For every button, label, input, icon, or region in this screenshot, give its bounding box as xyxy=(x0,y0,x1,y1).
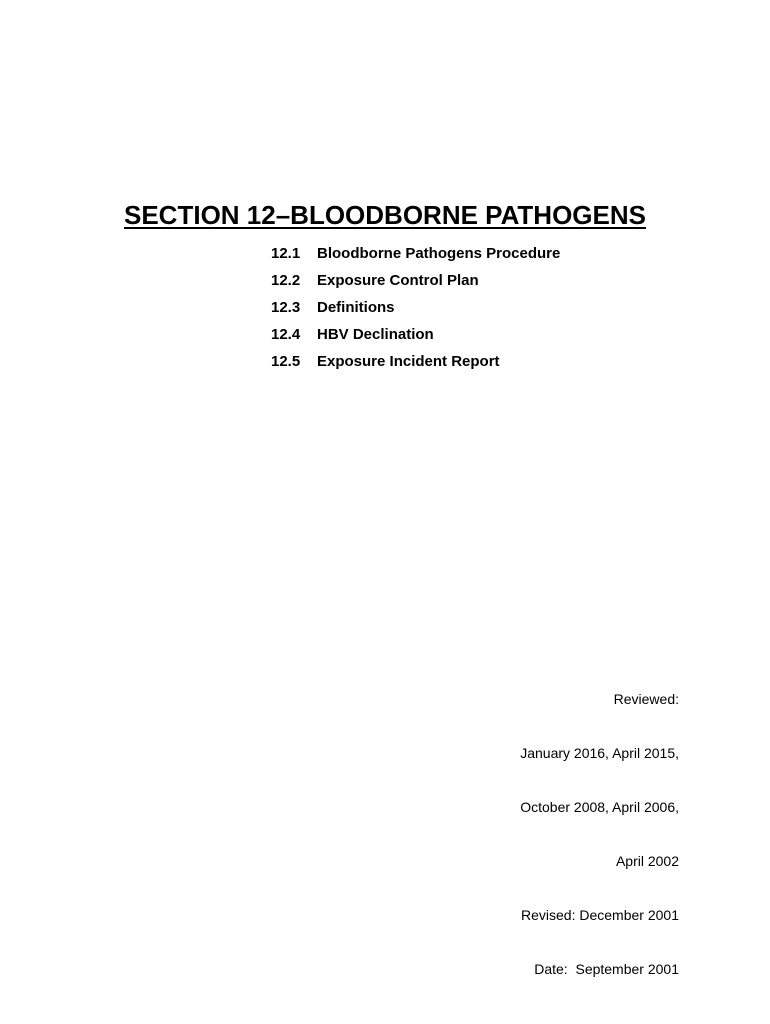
toc-item-number: 12.4 xyxy=(271,326,301,343)
reviewed-dates-line: January 2016, April 2015, xyxy=(520,745,679,761)
reviewed-dates-line: April 2002 xyxy=(615,853,679,869)
toc-item-number: 12.5 xyxy=(271,353,301,370)
toc-item-number: 12.2 xyxy=(271,272,301,289)
section-title: SECTION 12–BLOODBORNE PATHOGENS xyxy=(124,200,646,230)
toc-item-label: Exposure Incident Report xyxy=(317,353,500,370)
toc-item xyxy=(271,321,560,348)
toc-item-label: HBV Declination xyxy=(317,326,434,343)
toc-item-number: 12.1 xyxy=(271,245,301,262)
reviewed-dates-line: October 2008, April 2006, xyxy=(520,799,679,815)
original-date: Date: September 2001 xyxy=(534,961,679,977)
reviewed-label: Reviewed: xyxy=(613,691,679,707)
table-of-contents xyxy=(271,240,560,375)
toc-item xyxy=(271,294,560,321)
toc-item-label: Exposure Control Plan xyxy=(317,272,479,289)
toc-item xyxy=(271,240,560,267)
toc-item-label: Definitions xyxy=(317,299,395,316)
toc-item-number: 12.3 xyxy=(271,299,301,316)
revision-history xyxy=(520,654,679,1014)
toc-item xyxy=(271,348,560,375)
revised-date: Revised: December 2001 xyxy=(521,907,679,923)
toc-item xyxy=(271,267,560,294)
toc-item-label: Bloodborne Pathogens Procedure xyxy=(317,245,561,262)
